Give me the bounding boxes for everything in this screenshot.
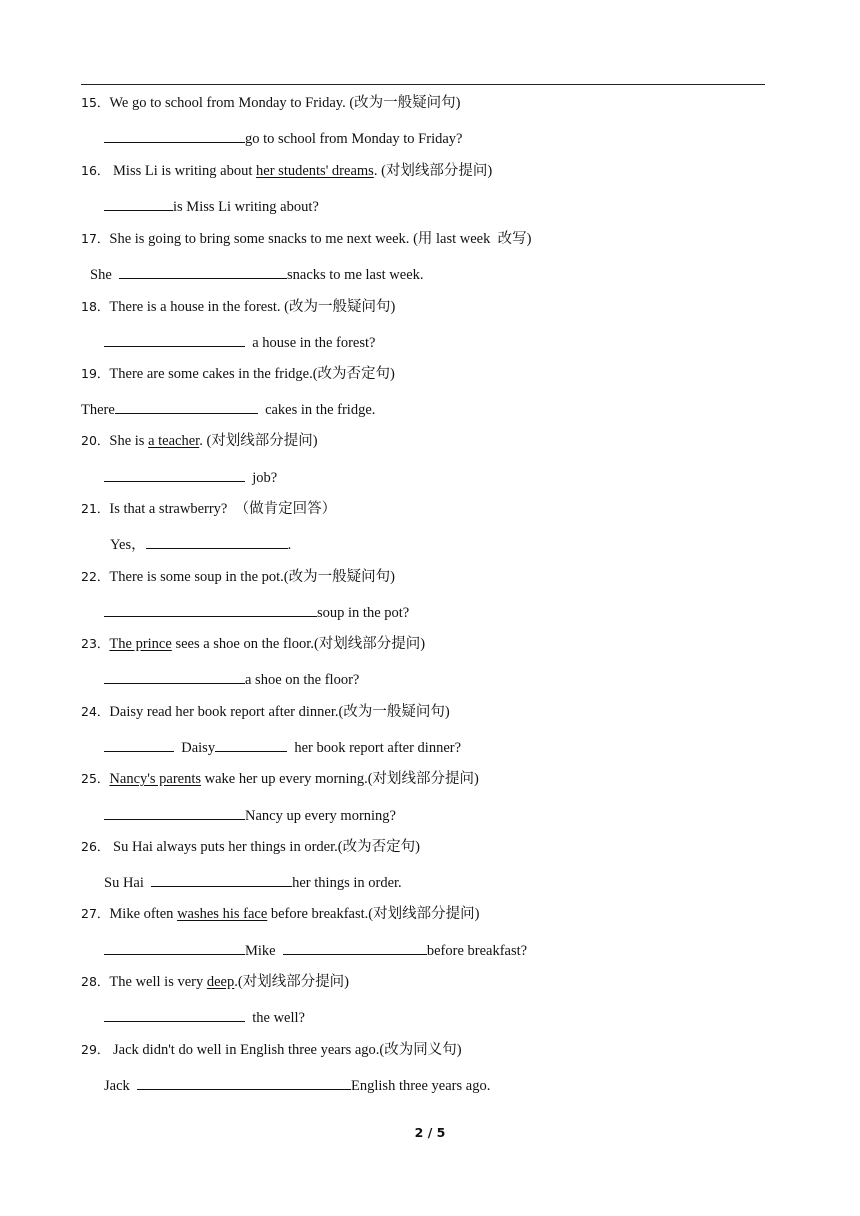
answer-text: job?: [245, 470, 278, 486]
answer-text: Daisy: [174, 740, 216, 756]
question-text-end: .: [234, 974, 238, 990]
question-text-end: .: [199, 433, 207, 449]
instruction: (改为一般疑问句): [283, 569, 395, 585]
question-text: She is: [109, 433, 149, 449]
answer-17: [90, 264, 424, 284]
question-number: 19．: [81, 366, 110, 381]
question-16: [81, 162, 492, 180]
question-number: 22．: [81, 569, 110, 584]
answer-blank[interactable]: [146, 534, 288, 549]
question-text: Su Hai always puts her things in order.: [109, 839, 338, 855]
answer-26: [104, 872, 402, 892]
question-number: 23．: [81, 636, 110, 651]
question-25: [81, 770, 479, 788]
answer-text: is Miss Li writing about?: [173, 199, 319, 215]
question-29: [81, 1041, 462, 1059]
question-number: 16．: [81, 163, 110, 178]
answer-blank[interactable]: [137, 1075, 351, 1090]
answer-prefix: There: [81, 402, 115, 418]
answer-27: [104, 940, 527, 960]
answer-prefix: Su Hai: [104, 875, 152, 891]
answer-text: a house in the forest?: [245, 335, 376, 351]
question-text: The well is very: [109, 974, 207, 990]
answer-blank[interactable]: [104, 332, 245, 347]
answer-blank[interactable]: [119, 264, 287, 279]
answer-text: English three years ago.: [351, 1078, 491, 1094]
instruction: (改为一般疑问句): [349, 95, 461, 111]
question-text: We go to school from Monday to Friday.: [109, 95, 350, 111]
instruction: (用 last week 改写): [413, 231, 532, 247]
answer-text: Mike: [245, 943, 283, 959]
answer-prefix: Jack: [104, 1078, 138, 1094]
answer-blank[interactable]: [115, 399, 258, 414]
answer-text: her things in order.: [292, 875, 402, 891]
question-text: There is some soup in the pot.: [109, 569, 284, 585]
answer-blank[interactable]: [104, 940, 245, 955]
answer-24: [104, 737, 461, 757]
answer-text-2: before breakfast?: [426, 943, 528, 959]
question-text: She is going to bring some snacks to me next week.: [109, 231, 414, 247]
instruction: (对划线部分提问): [381, 163, 493, 179]
instruction: (改为一般疑问句): [338, 704, 450, 720]
answer-text: soup in the pot?: [317, 605, 410, 621]
question-text: Miss Li is writing about: [109, 163, 257, 179]
answer-text: Nancy up every morning?: [245, 808, 396, 824]
question-number: 18．: [81, 299, 110, 314]
instruction: (对划线部分提问): [313, 636, 426, 652]
question-number: 24．: [81, 704, 110, 719]
question-number: 28．: [81, 974, 110, 989]
question-number: 20．: [81, 433, 110, 448]
underlined-part: The prince: [109, 636, 172, 652]
instruction: (对划线部分提问): [368, 906, 480, 922]
instruction: (对划线部分提问): [206, 433, 318, 449]
question-number: 17．: [81, 231, 110, 246]
answer-16: [104, 196, 319, 216]
header-rule: [81, 84, 765, 85]
answer-blank[interactable]: [104, 1007, 245, 1022]
question-text: Daisy read her book report after dinner.: [109, 704, 339, 720]
instruction: (对划线部分提问): [367, 771, 479, 787]
answer-21: [110, 534, 291, 554]
answer-prefix: Yes，: [110, 537, 146, 553]
instruction: （做肯定回答）: [234, 501, 337, 517]
page-number: 2 / 5: [414, 1125, 446, 1140]
answer-19: [81, 399, 375, 419]
answer-15: [104, 128, 462, 148]
instruction: (改为否定句): [312, 366, 395, 382]
answer-20: [104, 467, 277, 487]
question-number: 15．: [81, 95, 110, 110]
question-22: [81, 568, 395, 586]
question-number: 29．: [81, 1042, 110, 1057]
answer-text: cakes in the fridge.: [257, 402, 376, 418]
question-text: Is that a strawberry?: [109, 501, 235, 517]
question-26: [81, 838, 420, 856]
question-text-end: .: [373, 163, 382, 179]
underlined-part: a teacher: [148, 433, 200, 449]
question-text: There are some cakes in the fridge.: [109, 366, 313, 382]
question-20: [81, 432, 318, 450]
answer-blank[interactable]: [104, 128, 245, 143]
instruction: (改为否定句): [337, 839, 420, 855]
question-number: 26．: [81, 839, 110, 854]
answer-blank[interactable]: [151, 872, 292, 887]
question-text-end: sees a shoe on the floor.: [171, 636, 314, 652]
answer-text: the well?: [245, 1010, 305, 1026]
instruction: (改为一般疑问句): [284, 299, 396, 315]
answer-23: [104, 669, 359, 689]
answer-28: [104, 1007, 305, 1027]
question-text: Jack didn't do well in English three years ago.: [109, 1042, 380, 1058]
instruction: (改为同义句): [379, 1042, 462, 1058]
question-27: [81, 905, 479, 923]
question-number: 27．: [81, 906, 110, 921]
question-text: Mike often: [109, 906, 178, 922]
answer-blank-2[interactable]: [283, 940, 427, 955]
question-text-end: before breakfast.: [267, 906, 369, 922]
answer-blank-2[interactable]: [215, 737, 287, 752]
answer-blank[interactable]: [104, 196, 173, 211]
answer-text: .: [287, 537, 292, 553]
answer-blank[interactable]: [104, 467, 245, 482]
answer-29: [104, 1075, 490, 1095]
answer-25: [104, 805, 396, 825]
underlined-part: Nancy's parents: [109, 771, 202, 787]
question-19: [81, 365, 395, 383]
question-number: 25．: [81, 771, 110, 786]
answer-blank[interactable]: [104, 669, 245, 684]
answer-prefix: She: [90, 267, 119, 283]
question-28: [81, 973, 349, 991]
answer-22: [104, 602, 409, 622]
answer-text: go to school from Monday to Friday?: [245, 131, 463, 147]
question-text-end: wake her up every morning.: [201, 771, 368, 787]
question-text: There is a house in the forest.: [109, 299, 285, 315]
underlined-part: her students' dreams: [256, 163, 374, 179]
question-24: [81, 703, 450, 721]
question-17: [81, 230, 531, 248]
underlined-part: deep: [206, 974, 235, 990]
question-18: [81, 298, 395, 316]
answer-text-2: her book report after dinner?: [287, 740, 462, 756]
question-number: 21．: [81, 501, 110, 516]
underlined-part: washes his face: [177, 906, 268, 922]
answer-text: snacks to me last week.: [287, 267, 424, 283]
answer-blank[interactable]: [104, 737, 174, 752]
answer-blank[interactable]: [104, 602, 317, 617]
answer-blank[interactable]: [104, 805, 245, 820]
question-15: [81, 94, 461, 112]
question-21: [81, 500, 336, 518]
instruction: (对划线部分提问): [237, 974, 350, 990]
question-23: [81, 635, 425, 653]
answer-18: [104, 332, 375, 352]
answer-text: a shoe on the floor?: [245, 672, 360, 688]
